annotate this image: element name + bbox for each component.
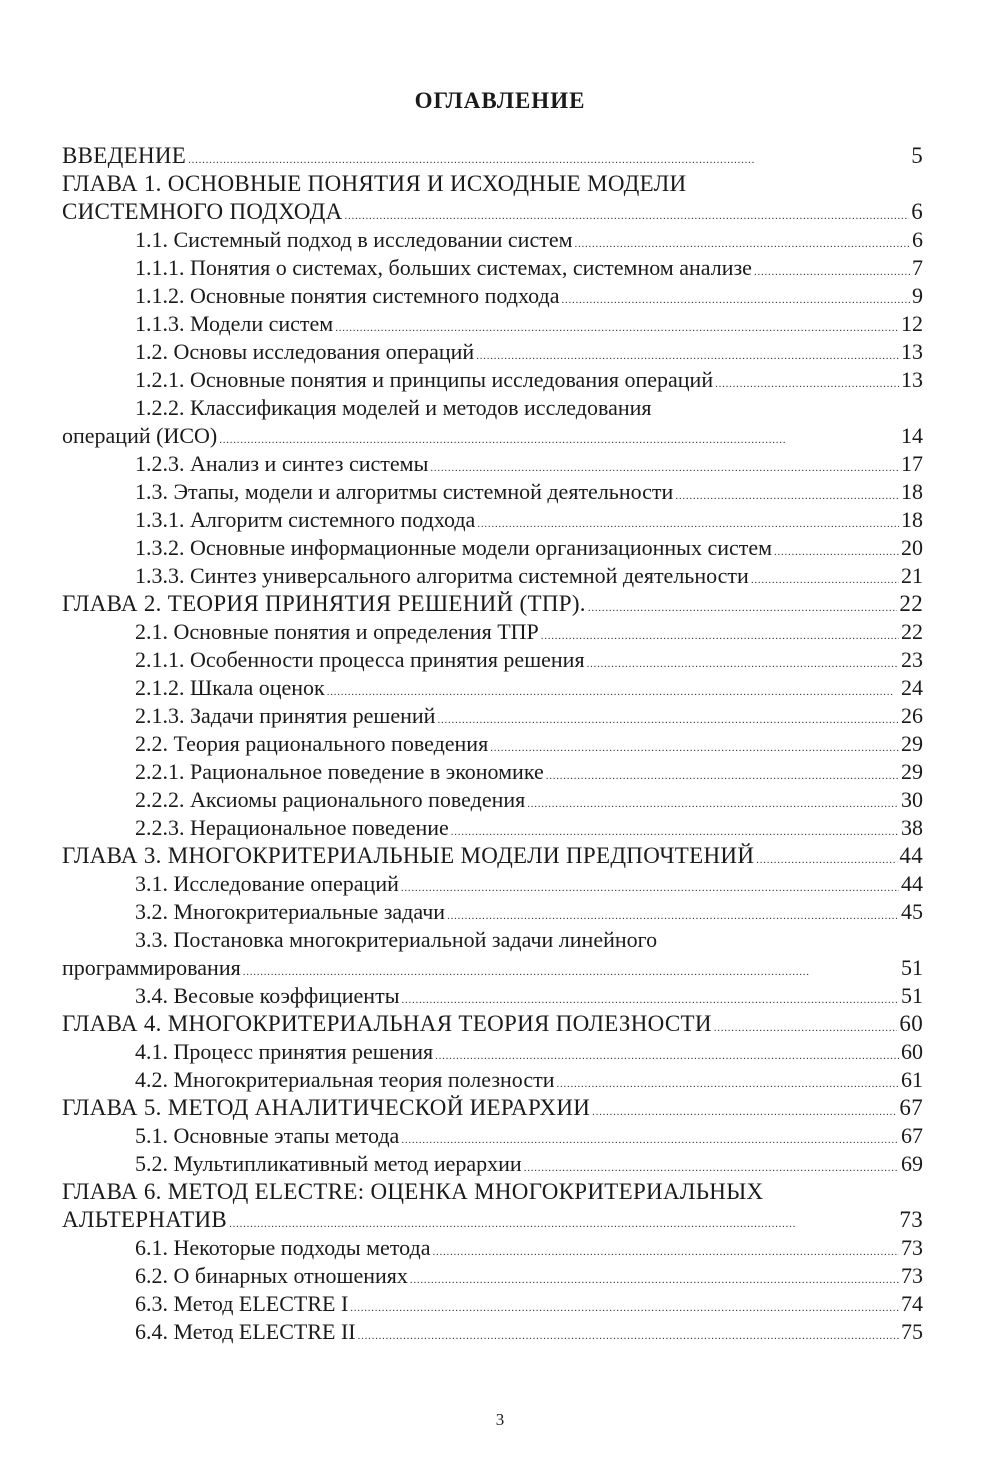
toc-entry-title: 1.3. Этапы, модели и алгоритмы системной деятельности	[135, 479, 674, 504]
toc-entry[interactable]	[62, 198, 923, 226]
toc-entry-page: 74	[901, 1291, 923, 1316]
toc-entry-title: 2.2.3. Нерациональное поведение	[135, 815, 449, 840]
toc-entry-page: 22	[901, 619, 923, 644]
toc-entry[interactable]	[62, 226, 923, 254]
toc-entry-page: 61	[901, 1067, 923, 1092]
toc-entry[interactable]	[62, 478, 923, 506]
toc-entry-title: программирования	[62, 955, 241, 980]
toc-entry-title: 1.3.2. Основные информационные модели организационных систем	[135, 535, 773, 560]
toc-entry-page: 60	[899, 1011, 923, 1036]
toc-entry-title: 1.2.2. Классификация моделей и методов исследования	[135, 395, 652, 420]
toc-entry-page: 17	[901, 451, 923, 476]
toc-entry[interactable]	[62, 394, 923, 422]
toc-entry-page: 73	[901, 1235, 923, 1260]
toc-entry[interactable]	[62, 1150, 923, 1178]
toc-entry[interactable]	[62, 702, 923, 730]
toc-entry[interactable]	[62, 310, 923, 338]
toc-entry-page: 26	[901, 703, 923, 728]
toc-entry-page: 6	[912, 227, 923, 252]
toc-entry[interactable]	[62, 254, 923, 282]
toc-entry-page: 75	[901, 1319, 923, 1344]
toc-entry-title: 6.4. Метод ELECTRE II	[135, 1319, 356, 1344]
toc-entry[interactable]	[62, 982, 923, 1010]
toc-entry[interactable]	[62, 898, 923, 926]
toc-entry[interactable]	[62, 1066, 923, 1094]
toc-entry-page: 9	[912, 283, 923, 308]
toc-entry-title: 1.2.3. Анализ и синтез системы	[135, 451, 429, 476]
toc-entry-title: 2.1.1. Особенности процесса принятия решения	[135, 647, 585, 672]
toc-entry-title: ВВЕДЕНИЕ	[62, 143, 187, 168]
toc-entry[interactable]	[62, 1038, 923, 1066]
toc-entry-title: 1.2. Основы исследования операций	[135, 339, 475, 364]
toc-entry[interactable]	[62, 338, 923, 366]
toc-entry-title: 2.1. Основные понятия и определения ТПР	[135, 619, 539, 644]
toc-entry[interactable]	[62, 562, 923, 590]
toc-entry[interactable]	[62, 758, 923, 786]
toc-entry[interactable]	[62, 142, 923, 170]
toc-entry-title: 2.2.1. Рациональное поведение в экономике	[135, 759, 544, 784]
toc-entry-title: 2.2. Теория рационального поведения	[135, 731, 489, 756]
toc-entry[interactable]	[62, 1122, 923, 1150]
page-number: 3	[495, 1410, 505, 1429]
toc-entry-page: 14	[901, 423, 923, 448]
toc-entry-title: ГЛАВА 4. МНОГОКРИТЕРИАЛЬНАЯ ТЕОРИЯ ПОЛЕЗНОСТИ	[62, 1011, 712, 1036]
toc-entry-page: 30	[901, 787, 923, 812]
toc-entry-title: ГЛАВА 3. МНОГОКРИТЕРИАЛЬНЫЕ МОДЕЛИ ПРЕДПОЧТЕНИЙ	[62, 843, 755, 868]
toc-entry[interactable]	[62, 842, 923, 870]
toc-entry-title: ГЛАВА 6. МЕТОД ELECTRE: ОЦЕНКА МНОГОКРИТЕРИАЛЬНЫХ	[62, 1179, 764, 1204]
toc-entry-title: ГЛАВА 2. ТЕОРИЯ ПРИНЯТИЯ РЕШЕНИЙ (ТПР).	[62, 591, 586, 616]
toc-entry-title: 5.1. Основные этапы метода	[135, 1123, 400, 1148]
toc-entry-title: 3.2. Многокритериальные задачи	[135, 899, 446, 924]
toc-entry[interactable]	[62, 870, 923, 898]
toc-entry[interactable]	[62, 450, 923, 478]
toc-entry-page: 29	[901, 759, 923, 784]
toc-entry-title: 6.3. Метод ELECTRE I	[135, 1291, 349, 1316]
toc-entry[interactable]	[62, 1234, 923, 1262]
toc-entry-title: 2.1.2. Шкала оценок	[135, 675, 325, 700]
toc-entry-page: 51	[901, 983, 923, 1008]
toc-entry[interactable]	[62, 1290, 923, 1318]
toc-entry-page: 7	[912, 255, 923, 280]
toc-entry-title: 6.1. Некоторые подходы метода	[135, 1235, 431, 1260]
toc-entry-title: 1.1.1. Понятия о системах, больших системах, системном анализе	[135, 255, 752, 280]
toc-entry-page: 44	[901, 871, 923, 896]
toc-entry-page: 13	[901, 367, 923, 392]
toc-entry[interactable]	[62, 618, 923, 646]
toc-entry[interactable]	[62, 1010, 923, 1038]
toc-entry-page: 20	[901, 535, 923, 560]
toc-entry[interactable]	[62, 1178, 923, 1206]
toc-entry-title: операций (ИСО)	[62, 423, 218, 448]
toc-entry[interactable]	[62, 674, 923, 702]
toc-entry[interactable]	[62, 730, 923, 758]
toc-entry-page: 29	[901, 731, 923, 756]
toc-entry[interactable]	[62, 786, 923, 814]
toc-entry-title: 1.1. Системный подход в исследовании систем	[135, 227, 573, 252]
toc-entry-page: 38	[901, 815, 923, 840]
page-title: ОГЛАВЛЕНИЕ	[414, 88, 586, 113]
toc-entry-page: 5	[911, 143, 923, 168]
toc-entry[interactable]	[62, 926, 923, 954]
toc-entry-page: 73	[901, 1263, 923, 1288]
toc-entry-title: 4.2. Многокритериальная теория полезности	[135, 1067, 555, 1092]
toc-entry-title: 3.3. Постановка многокритериальной задачи линейного	[135, 927, 658, 952]
toc-entry-page: 67	[901, 1123, 923, 1148]
toc-entry-title: 1.3.3. Синтез универсального алгоритма системной деятельности	[135, 563, 749, 588]
toc-entry-page: 13	[901, 339, 923, 364]
toc-entry-page: 18	[901, 507, 923, 532]
toc-entry[interactable]	[62, 1094, 923, 1122]
toc-entry[interactable]	[62, 282, 923, 310]
toc-entry[interactable]	[62, 1318, 923, 1346]
toc-entry-page: 67	[899, 1095, 923, 1120]
toc-entry[interactable]	[62, 954, 923, 982]
toc-entry[interactable]	[62, 534, 923, 562]
toc-entry-title: 1.2.1. Основные понятия и принципы исследования операций	[135, 367, 714, 392]
toc-entry-title: 2.1.3. Задачи принятия решений	[135, 703, 436, 728]
toc-entry-title: 2.2.2. Аксиомы рационального поведения	[135, 787, 526, 812]
toc-entry[interactable]	[62, 814, 923, 842]
toc-entry[interactable]	[62, 646, 923, 674]
toc-entry-page: 44	[899, 843, 923, 868]
toc-entry[interactable]	[62, 366, 923, 394]
toc-entry[interactable]	[62, 170, 923, 198]
toc-entry-title: 5.2. Мультипликативный метод иерархии	[135, 1151, 522, 1176]
toc-entry-page: 18	[901, 479, 923, 504]
toc-entry-page: 12	[901, 311, 923, 336]
toc-entry[interactable]	[62, 1206, 923, 1234]
toc-entry-page: 69	[901, 1151, 923, 1176]
toc-entry-title: АЛЬТЕРНАТИВ	[62, 1207, 228, 1232]
table-of-contents	[62, 142, 923, 1346]
toc-entry-page: 22	[899, 591, 923, 616]
toc-entry-page: 6	[911, 199, 923, 224]
toc-entry-title: 4.1. Процесс принятия решения	[135, 1039, 434, 1064]
toc-entry-page: 45	[901, 899, 923, 924]
toc-entry-page: 23	[901, 647, 923, 672]
toc-entry-title: 1.3.1. Алгоритм системного подхода	[135, 507, 476, 532]
toc-entry-title: 3.1. Исследование операций	[135, 871, 399, 896]
toc-entry-title: 1.1.2. Основные понятия системного подхода	[135, 283, 560, 308]
toc-entry-page: 60	[901, 1039, 923, 1064]
toc-entry-title: ГЛАВА 1. ОСНОВНЫЕ ПОНЯТИЯ И ИСХОДНЫЕ МОДЕЛИ	[62, 171, 687, 196]
toc-entry-title: ГЛАВА 5. МЕТОД АНАЛИТИЧЕСКОЙ ИЕРАРХИИ	[62, 1095, 591, 1120]
toc-entry-page: 51	[901, 955, 923, 980]
toc-entry-page: 21	[901, 563, 923, 588]
toc-entry-title: 6.2. О бинарных отношениях	[135, 1263, 408, 1288]
toc-entry-title: 1.1.3. Модели систем	[135, 311, 334, 336]
toc-entry-page: 73	[899, 1207, 923, 1232]
toc-entry-page: 24	[901, 675, 923, 700]
toc-entry-title: СИСТЕМНОГО ПОДХОДА	[62, 199, 343, 224]
dot-leader	[358, 1318, 899, 1350]
toc-entry[interactable]	[62, 590, 923, 618]
toc-entry[interactable]	[62, 506, 923, 534]
toc-entry[interactable]	[62, 422, 923, 450]
toc-entry-title: 3.4. Весовые коэффициенты	[135, 983, 400, 1008]
toc-entry[interactable]	[62, 1262, 923, 1290]
